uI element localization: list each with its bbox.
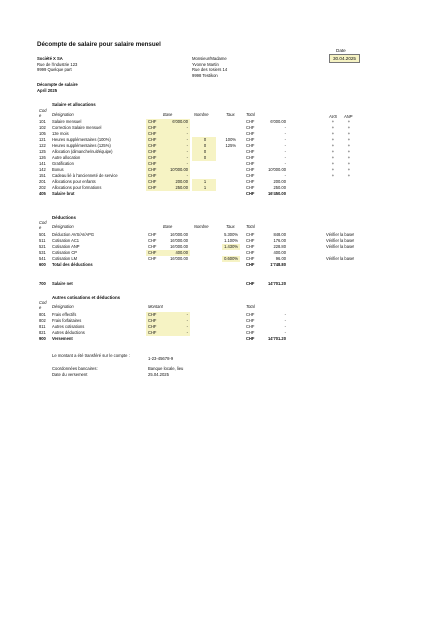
base-currency: CHF bbox=[148, 185, 157, 190]
amount-value[interactable]: - bbox=[186, 312, 188, 317]
nombre-value[interactable]: 1 bbox=[203, 179, 207, 184]
total-value: 250.00 bbox=[273, 185, 286, 190]
total-code: 900 bbox=[39, 336, 46, 341]
total-currency: CHF bbox=[246, 312, 255, 317]
row-label: Cotisation AC1 bbox=[52, 238, 80, 243]
base-currency: CHF bbox=[148, 119, 157, 124]
total-value: 6'000.00 bbox=[270, 119, 286, 124]
designation-header-3: Désignation bbox=[52, 304, 74, 309]
base-currency: CHF bbox=[148, 161, 157, 166]
total-deductions-row bbox=[0, 262, 443, 268]
row-code: 801 bbox=[39, 312, 46, 317]
avs-header: AVS bbox=[329, 114, 337, 119]
total-currency: CHF bbox=[246, 238, 255, 243]
total-value: 96.00 bbox=[275, 256, 286, 261]
total-value: 228.80 bbox=[273, 244, 286, 249]
total-currency: CHF bbox=[246, 131, 255, 136]
total-value: 400.00 bbox=[273, 250, 286, 255]
total-header-2: Total bbox=[246, 224, 255, 229]
total-currency: CHF bbox=[246, 250, 255, 255]
total-value: - bbox=[284, 324, 286, 329]
total-currency: CHF bbox=[246, 161, 255, 166]
total-value: - bbox=[284, 155, 286, 160]
designation-header-2: Désignation bbox=[52, 224, 74, 229]
row-code: 531 bbox=[39, 250, 46, 255]
code-header-2: Cod e bbox=[39, 220, 47, 230]
period-value: April 2025 bbox=[37, 87, 58, 93]
taux-header: Taux bbox=[226, 112, 235, 117]
total-label: Versement bbox=[52, 336, 73, 341]
verification-note: Vérifier la base! bbox=[326, 256, 355, 261]
nombre-value[interactable]: 1 bbox=[203, 185, 207, 190]
base-value[interactable]: - bbox=[186, 173, 188, 178]
row-label: Déduction AVS/AI/APG bbox=[52, 232, 95, 237]
nombre-header: Nombre bbox=[194, 112, 209, 117]
row-label: Cotisation CP bbox=[52, 250, 78, 255]
total-value: - bbox=[284, 143, 286, 148]
total-value: - bbox=[284, 131, 286, 136]
row-code: 811 bbox=[39, 324, 46, 329]
base-value: 16'000.00 bbox=[170, 232, 188, 237]
avs-flag: + bbox=[331, 125, 335, 130]
row-label: Autres déductions bbox=[52, 330, 85, 335]
avs-flag: + bbox=[331, 167, 335, 172]
section-other-title: Autres cotisations et déductions bbox=[52, 295, 121, 300]
bank-value: Banque locale, lieu bbox=[148, 366, 184, 371]
row-label: Salaire mensuel bbox=[52, 119, 82, 124]
total-currency: CHF bbox=[246, 232, 255, 237]
employee-address bbox=[192, 56, 227, 78]
avs-flag: + bbox=[331, 155, 335, 160]
anp-header: ANP bbox=[344, 114, 353, 119]
period-label: Décompte de salaire bbox=[37, 82, 78, 87]
base-value[interactable]: 10'000.00 bbox=[170, 167, 188, 172]
avs-flag: + bbox=[331, 119, 335, 124]
base-currency: CHF bbox=[148, 244, 157, 249]
total-currency: CHF bbox=[246, 185, 255, 190]
total-value: - bbox=[284, 149, 286, 154]
net-salary-row bbox=[0, 281, 443, 287]
amount-value[interactable]: - bbox=[186, 318, 188, 323]
row-label: Frais forfaitaires bbox=[52, 318, 82, 323]
base-currency: CHF bbox=[148, 143, 157, 148]
period-block bbox=[37, 82, 78, 93]
gross-salary-value: 16'450.00 bbox=[267, 191, 286, 196]
row-label: Autre allocation bbox=[52, 155, 81, 160]
total-value: - bbox=[284, 137, 286, 142]
anp-flag: + bbox=[347, 167, 351, 172]
amount-value[interactable]: - bbox=[186, 330, 188, 335]
net-currency: CHF bbox=[246, 281, 255, 286]
section-salary-title: Salaire et allocations bbox=[52, 102, 96, 107]
base-value[interactable]: - bbox=[186, 137, 188, 142]
row-code: 521 bbox=[39, 244, 46, 249]
amount-value[interactable]: - bbox=[186, 324, 188, 329]
total-currency: CHF bbox=[246, 244, 255, 249]
total-currency: CHF bbox=[246, 336, 255, 341]
total-currency: CHF bbox=[246, 318, 255, 323]
nombre-value[interactable]: 0 bbox=[203, 143, 207, 148]
row-label: 13e mois bbox=[52, 131, 69, 136]
row-code: 202 bbox=[39, 185, 46, 190]
employee-street: Rue des rosiers 14 bbox=[192, 67, 228, 73]
employer-name: Société X SA bbox=[37, 56, 63, 61]
total-currency: CHF bbox=[246, 137, 255, 142]
amount-currency: CHF bbox=[148, 330, 157, 335]
base-value[interactable]: 6'000.00 bbox=[172, 119, 188, 124]
base-value[interactable]: 250.00 bbox=[175, 185, 188, 190]
transfer-account: 1-23-45678-9 bbox=[148, 356, 174, 361]
anp-flag: + bbox=[347, 119, 351, 124]
total-header-3: Total bbox=[246, 304, 255, 309]
base-currency: CHF bbox=[148, 149, 157, 154]
total-value: - bbox=[284, 173, 286, 178]
base-value[interactable]: 200.00 bbox=[175, 179, 188, 184]
base-value: 16'000.00 bbox=[170, 238, 188, 243]
base-value: 16'000.00 bbox=[170, 244, 188, 249]
base-value[interactable]: - bbox=[186, 131, 188, 136]
row-code: 101 bbox=[39, 119, 46, 124]
base-currency: CHF bbox=[148, 173, 157, 178]
base-currency: CHF bbox=[148, 167, 157, 172]
taux-header-2: Taux bbox=[226, 224, 235, 229]
designation-header: Désignation bbox=[52, 112, 74, 117]
total-currency: CHF bbox=[246, 173, 255, 178]
row-code: 142 bbox=[39, 167, 46, 172]
total-currency: CHF bbox=[246, 119, 255, 124]
employee-name: Yvonne Martin bbox=[192, 61, 219, 67]
base-currency: CHF bbox=[148, 256, 157, 261]
taux-value: 100% bbox=[225, 137, 236, 142]
anp-flag: + bbox=[347, 137, 351, 142]
avs-flag: + bbox=[331, 173, 335, 178]
anp-flag: + bbox=[347, 173, 351, 178]
total-value: - bbox=[284, 161, 286, 166]
taux-value[interactable]: 5.300% bbox=[224, 232, 238, 237]
payment-date-label: Date du versement bbox=[52, 372, 88, 377]
base-currency: CHF bbox=[148, 232, 157, 237]
base-value[interactable]: - bbox=[186, 155, 188, 160]
total-currency: CHF bbox=[246, 330, 255, 335]
base-value[interactable]: - bbox=[186, 161, 188, 166]
taux-value[interactable]: 0.600% bbox=[224, 256, 238, 261]
total-currency: CHF bbox=[246, 262, 255, 267]
row-code: 802 bbox=[39, 318, 46, 323]
anp-flag: + bbox=[347, 161, 351, 166]
code-header: Cod e bbox=[39, 108, 47, 118]
transfer-label: Le montant a été transféré sur le compte : bbox=[52, 353, 130, 358]
total-value: - bbox=[284, 318, 286, 323]
total-currency: CHF bbox=[246, 167, 255, 172]
employee-salutation: Monsieur/Madame bbox=[192, 56, 227, 61]
total-value: 10'000.00 bbox=[268, 167, 286, 172]
total-value: - bbox=[284, 125, 286, 130]
row-label: Allocations pour formations bbox=[52, 185, 102, 190]
base-value[interactable]: - bbox=[186, 143, 188, 148]
verification-note: Vérifier la base! bbox=[326, 244, 355, 249]
row-label: Cotisation ANP bbox=[52, 244, 80, 249]
anp-flag: + bbox=[347, 125, 351, 130]
base-currency: CHF bbox=[148, 179, 157, 184]
amount-currency: CHF bbox=[148, 312, 157, 317]
total-value: 848.00 bbox=[273, 232, 286, 237]
employer-city: 9999 Quelque part bbox=[37, 67, 72, 73]
total-code: 405 bbox=[39, 191, 46, 196]
payment-row bbox=[0, 336, 443, 342]
row-code: 126 bbox=[39, 155, 46, 160]
total-header: Total bbox=[246, 112, 255, 117]
amount-currency: CHF bbox=[148, 318, 157, 323]
row-code: 821 bbox=[39, 330, 46, 335]
base-value: 16'000.00 bbox=[170, 256, 188, 261]
date-field[interactable]: 30.04.2025 bbox=[329, 54, 360, 63]
net-label: Salaire net bbox=[52, 281, 73, 286]
row-label: Allocations pour enfants bbox=[52, 179, 96, 184]
total-currency: CHF bbox=[246, 149, 255, 154]
total-value: - bbox=[284, 330, 286, 335]
taux-value[interactable]: 1.100% bbox=[224, 238, 238, 243]
payment-value: 14'701.20 bbox=[267, 336, 286, 341]
row-code: 122 bbox=[39, 143, 46, 148]
row-code: 201 bbox=[39, 179, 46, 184]
taux-value[interactable]: 1.430% bbox=[224, 244, 238, 249]
amount-currency: CHF bbox=[148, 324, 157, 329]
base-currency: CHF bbox=[148, 250, 157, 255]
row-code: 151 bbox=[39, 173, 46, 178]
base-value[interactable]: - bbox=[186, 125, 188, 130]
row-label: Correction Salaire mensuel bbox=[52, 125, 102, 130]
base-currency: CHF bbox=[148, 238, 157, 243]
avs-flag: + bbox=[331, 137, 335, 142]
row-label: Bonus bbox=[52, 167, 64, 172]
base-currency: CHF bbox=[148, 131, 157, 136]
anp-flag: + bbox=[347, 131, 351, 136]
row-code: 511 bbox=[39, 238, 46, 243]
row-code: 141 bbox=[39, 161, 46, 166]
total-currency: CHF bbox=[246, 191, 255, 196]
total-label: Total des déductions bbox=[52, 262, 93, 267]
section-deductions-title: Déductions bbox=[52, 215, 76, 220]
total-value: - bbox=[284, 312, 286, 317]
total-code: 600 bbox=[39, 262, 46, 267]
row-code: 125 bbox=[39, 149, 46, 154]
row-label: Heures supplémentaires (100%) bbox=[52, 137, 111, 142]
row-code: 501 bbox=[39, 232, 46, 237]
row-code: 105 bbox=[39, 131, 46, 136]
total-currency: CHF bbox=[246, 143, 255, 148]
bank-label: Coordonnées bancaires: bbox=[52, 366, 98, 371]
row-code: 102 bbox=[39, 125, 46, 130]
row-label: Frais effectifs bbox=[52, 312, 77, 317]
avs-flag: + bbox=[331, 149, 335, 154]
total-currency: CHF bbox=[246, 179, 255, 184]
row-label: Cadeau lié à l'ancienneté de service bbox=[52, 173, 118, 178]
total-label: Salaire brut bbox=[52, 191, 75, 196]
net-value: 14'701.20 bbox=[267, 281, 286, 286]
avs-flag: + bbox=[331, 131, 335, 136]
employer-address bbox=[37, 56, 77, 73]
base-header-2: Base bbox=[163, 224, 173, 229]
row-label: Autres cotisations bbox=[52, 324, 85, 329]
employee-city: 9998 Testikon bbox=[192, 72, 218, 78]
nombre-value[interactable]: 0 bbox=[203, 155, 207, 160]
net-code: 700 bbox=[39, 281, 46, 286]
verification-note: Vérifier la base! bbox=[326, 232, 355, 237]
base-currency: CHF bbox=[148, 155, 157, 160]
anp-flag: + bbox=[347, 155, 351, 160]
row-label: Cotisation LM bbox=[52, 256, 78, 261]
nombre-header-2: Nombre bbox=[194, 224, 209, 229]
nombre-value[interactable]: 0 bbox=[203, 137, 207, 142]
total-value: 176.00 bbox=[273, 238, 286, 243]
total-deductions-value: 1'748.80 bbox=[270, 262, 286, 267]
base-header: Base bbox=[163, 112, 173, 117]
total-currency: CHF bbox=[246, 125, 255, 130]
base-value: 400.00 bbox=[175, 250, 188, 255]
gross-salary-row bbox=[0, 191, 443, 197]
row-code: 121 bbox=[39, 137, 46, 142]
date-label: Date bbox=[336, 48, 346, 53]
taux-value: 125% bbox=[225, 143, 236, 148]
employer-street: Rue de l'industrie 123 bbox=[37, 61, 78, 67]
anp-flag: + bbox=[347, 143, 351, 148]
code-header-3: Cod e bbox=[39, 300, 47, 310]
montant-header: Montant bbox=[148, 304, 163, 309]
base-value[interactable]: - bbox=[186, 149, 188, 154]
total-currency: CHF bbox=[246, 256, 255, 261]
row-label: Heures supplémentaires (125%) bbox=[52, 143, 111, 148]
avs-flag: + bbox=[331, 143, 335, 148]
document-title: Décompte de salaire pour salaire mensuel bbox=[37, 41, 161, 48]
nombre-value[interactable]: 0 bbox=[203, 149, 207, 154]
row-label: Allocation (dimanche/nuit/équipe) bbox=[52, 149, 113, 154]
row-code: 541 bbox=[39, 256, 46, 261]
total-currency: CHF bbox=[246, 155, 255, 160]
payment-date-value: 25.04.2025 bbox=[148, 372, 169, 377]
row-label: Gratification bbox=[52, 161, 74, 166]
verification-note: Vérifier la base! bbox=[326, 238, 355, 243]
base-currency: CHF bbox=[148, 125, 157, 130]
avs-flag: + bbox=[331, 161, 335, 166]
total-currency: CHF bbox=[246, 324, 255, 329]
anp-flag: + bbox=[347, 149, 351, 154]
total-value: 200.00 bbox=[273, 179, 286, 184]
base-currency: CHF bbox=[148, 137, 157, 142]
